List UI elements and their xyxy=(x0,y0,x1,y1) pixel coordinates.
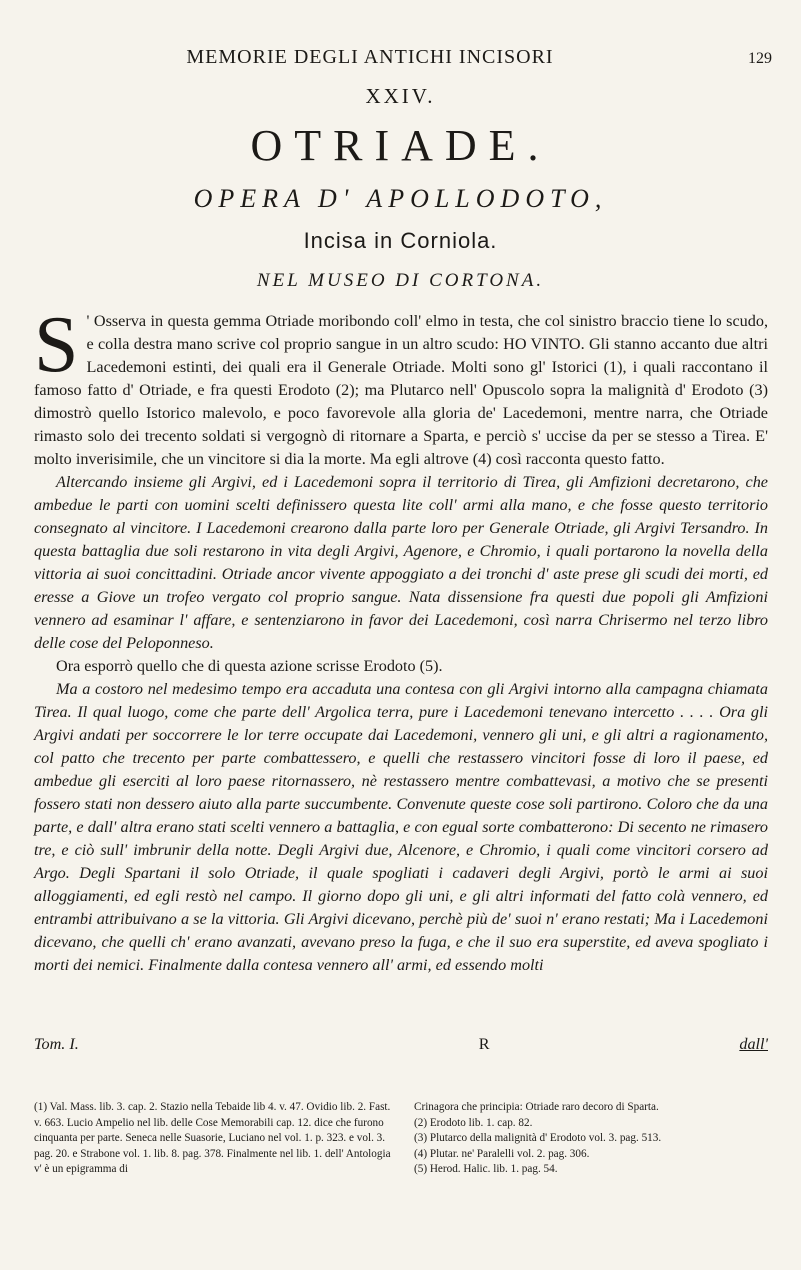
footnote-2: (2) Erodoto lib. 1. cap. 82. xyxy=(414,1116,533,1129)
footnote-1: (1) Val. Mass. lib. 3. cap. 2. Stazio nella Tebaide lib 4. v. 47. Ovidio lib. 2. Fast. v. 663. Lucio Ampelio nel lib. delle Cose Memorabili cap. 12. dice che furono cinquanta per parte. Seneca nelle Suasorie, Luciano nel vol. 1. p. 323. e vol. 3. pag. 20. e Strabone vol. 1. lib. 8. pag. 378. Finalmente nel lib. 1. dell' Antologia v' è un epigramma di xyxy=(34,1101,391,1175)
paragraph-4: Ma a costoro nel medesimo tempo era accaduta una contesa con gli Argivi intorno alla campagna chiamata Tirea. Il qual luogo, come che parte dell' Argolica terra, pure i Lacedemoni tenevano intercetto . . . . Ora gli Argivi andati per soccorrere le lor terre occupate dai Lacedemoni, vennero gli uni, e gli altri a ragionamento, col patto che trecento per parte combattessero, e quelli che restassero vincitori fosse di loro il paese, ed ambedue gli eserciti al loro paese ritornassero, nè restassero mentre combattevasi, a motivo che se presenti fossero stati non dessero aiuto alla parte succumbente. Convenute queste cose soli partirono. Coloro che da una parte, e dall' altra erano stati scelti vennero a battaglia, e con egual sorte combatterono: Di secento ne rimasero tre, e ciò sull' imbrunir della notte. Degli Argivi due, Alcenore, e Chromio, i quali come vincitori corsero ad Argo. Degli Spartani il solo Otriade, il quale spogliati i cadaveri degli Argivi, portò le armi ai suoi alloggiamenti, ed egli restò nel campo. Il giorno dopo gli uni, e gli altri informati del fatto colà vennero, ed entrambi attribuivano a se la vittoria. Gli Argivi dicevano, perchè più de' suoi n' erano restati; Ma i Lacedemoni dicevano, che quelli ch' erano avanzati, avevano preso la fuga, e che il suo era superstite, ed aveva spogliato i morti dei nemici. Finalmente dalla contesa vennero all' armi, ed essendo molti xyxy=(34,680,768,974)
paragraph-3: Ora esporrò quello che di questa azione scrisse Erodoto (5). xyxy=(56,657,443,675)
footnote-1-continued: Crinagora che principia: Otriade raro decoro di Sparta. xyxy=(414,1101,659,1113)
paragraph-2: Altercando insieme gli Argivi, ed i Lacedemoni sopra il territorio di Tirea, gli Amfizioni decretarono, che ambedue le parti con uomini scelti definissero questa lite coll' armi alla mano, e che fosse questo territorio consegnato al vincitore. I Lacedemoni crearono dalla parte loro per Generale Otriade, gli Argivi Tersandro. In questa battaglia due soli restarono in vita degli Argivi, Agenore, e Chromio, i quali portarono la novella della vittoria ai suoi concittadini. Otriade ancor vivente appoggiato a dei tronchi d' aste prese gli scudi dei morti, ed eresse a Giove un trofeo vergato col proprio sangue. Nata dissensione fra questi due popoli gli Amfizioni vennero ad esaminar l' affare, e sentenziarono in favor dei Lacedemoni, così narra Chrisermo nel terzo libro delle cose del Peloponneso. xyxy=(34,473,768,652)
footnotes xyxy=(34,1100,774,1178)
signature-line xyxy=(34,1035,768,1054)
footnotes-left-column xyxy=(34,1100,394,1178)
paragraph-1 xyxy=(34,301,768,471)
catchword: dall' xyxy=(739,1035,768,1053)
subtitle: OPERA D' APOLLODOTO, xyxy=(193,184,608,213)
footnote-4: (4) Plutar. ne' Paralelli vol. 2. pag. 306. xyxy=(414,1147,590,1160)
section-number: XXIV. xyxy=(365,84,436,108)
volume-label: Tom. I. xyxy=(34,1035,79,1053)
footnote-3: (3) Plutarco della malignità d' Erodoto vol. 3. pag. 513. xyxy=(414,1132,662,1144)
footnotes-right-column xyxy=(414,1100,774,1178)
main-title: OTRIADE. xyxy=(250,121,551,170)
paragraph-1-text: ' Osserva in questa gemma Otriade moribondo coll' elmo in testa, che col sinistro braccio tiene lo scudo, e colla destra mano scrive col proprio sangue in un altro scudo: HO VINTO. Gli stanno accanto due altri Lacedemoni estinti, dei quali era il Generale Otriade. Molti sono gl' Istorici (1), i quali raccontano il famoso fatto d' Otriade, e fra questi Erodoto (2); ma Plutarco nell' Opuscolo sopra la malignità d' Erodoto (3) dimostrò quello Istorico malevolo, e poco favorevole alla gloria de' Lacedemoni, mentre narra, che Otriade rimasto solo dei trecento soldati si vergognò di ritornare a Sparta, e perciò s' uccise da per se stesso a Tirea. E' molto inverisimile, che un vincitore si dia la morte. Ma egli altrove (4) così racconta questo fatto. xyxy=(34,312,768,468)
body-text xyxy=(34,301,768,977)
museum-line: NEL MUSEO DI CORTONA. xyxy=(256,270,545,291)
engraving-note: Incisa in Corniola. xyxy=(303,228,498,253)
footnote-5: (5) Herod. Halic. lib. 1. pag. 54. xyxy=(414,1163,558,1175)
signature-mark: R xyxy=(478,1035,490,1053)
running-head: MEMORIE DEGLI ANTICHI INCISORI xyxy=(186,46,554,68)
page-number: 129 xyxy=(748,50,772,67)
drop-cap: S xyxy=(34,301,79,389)
